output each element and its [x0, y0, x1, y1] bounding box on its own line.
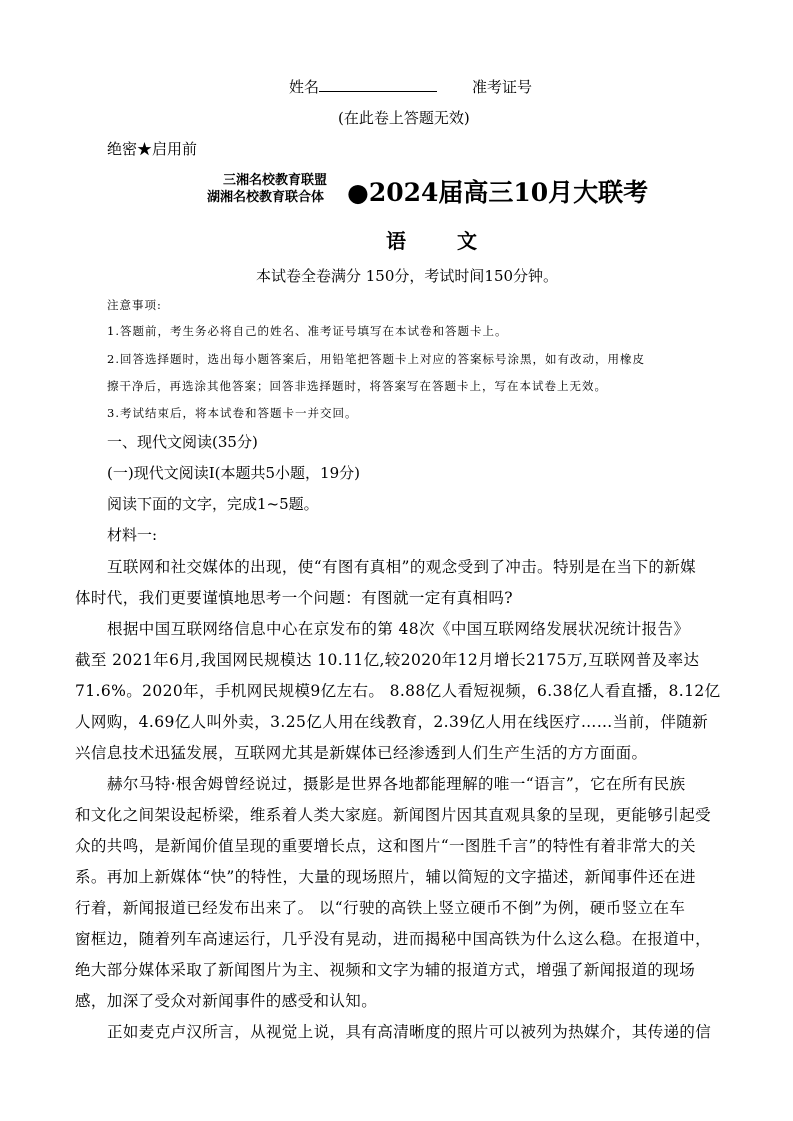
org-name-line1: 三湘名校教育联盟: [223, 173, 328, 188]
passage-line: 互联网和社交媒体的出现，使“有图有真相”的观念受到了冲击。特别是在当下的新媒: [107, 558, 697, 576]
passage-line: 窗框边，随着列车高速运行，几乎没有晃动，进而揭秘中国高铁为什么这么稳。在报道中，: [75, 930, 712, 948]
name-label: 姓名: [289, 78, 320, 96]
note-item-2-line-2: 擦干净后，再选涂其他答案；回答非选择题时，将答案写在答题卡上，写在本试卷上无效。: [107, 379, 607, 393]
exam-meta: 本试卷全卷满分 150分，考试时间150分钟。: [256, 267, 559, 285]
passage-line: 和文化之间架设起桥梁，维系着人类大家庭。新闻图片因其直观具象的呈现，更能够引起受: [75, 806, 712, 824]
name-blank-line: [319, 78, 437, 92]
passage-line: 感，加深了受众对新闻事件的感受和认知。: [75, 992, 378, 1010]
passage-line: 绝大部分媒体采取了新闻图片为主、视频和文字为辅的报道方式，增强了新闻报道的现场: [75, 961, 696, 979]
org-name-block: [207, 172, 327, 206]
exam-id-label: 准考证号: [472, 78, 533, 96]
reading-instruction: 阅读下面的文字，完成1~5题。: [107, 495, 319, 513]
passage-line: 众的共鸣，是新闻价值呈现的重要增长点，这和图片“一图胜千言”的特性有着非常大的关: [75, 837, 696, 855]
passage-line: 行着，新闻报道已经发布出来了。 以“行驶的高铁上竖立硬币不倒”为例，硬币竖立在车: [75, 899, 686, 917]
passage-line: 人网购，4.69亿人叫外卖，3.25亿人用在线教育，2.39亿人用在线医疗……当前，伴随新: [75, 713, 709, 731]
passage-line: 71.6%。2020年，手机网民规模9亿左右。 8.88亿人看短视频，6.38亿人看直播，8.12亿: [75, 682, 721, 700]
notes-heading: 注意事项:: [107, 298, 162, 312]
section-subtitle: (一)现代文阅读Ⅰ(本题共5小题，19分): [107, 464, 360, 482]
section-title: 一、现代文阅读(35分): [107, 433, 258, 451]
material-label: 材料一:: [107, 526, 158, 544]
org-name-line2: 湖湘名校教育联合体: [207, 190, 325, 205]
note-item-1: 1.答题前，考生务必将自己的姓名、准考证号填写在本试卷和答题卡上。: [107, 324, 508, 338]
passage-line: 正如麦克卢汉所言，从视觉上说，具有高清晰度的照片可以被列为热媒介，其传递的信: [107, 1023, 712, 1041]
secret-label: 绝密★启用前: [107, 140, 198, 158]
name-field-row: [289, 76, 437, 97]
subject-title: 语 文: [386, 229, 499, 253]
note-item-3: 3.考试结束后，将本试卷和答题卡一并交回。: [107, 406, 358, 420]
invalid-note: (在此卷上答题无效): [338, 109, 470, 127]
passage-line: 系。再加上新媒体“快”的特性，大量的现场照片，辅以简短的文字描述，新闻事件还在进: [75, 868, 696, 886]
passage-line: 截至 2021年6月,我国网民规模达 10.11亿,较2020年12月增长2175万,互联网普及率达: [75, 651, 700, 669]
passage-line: 体时代，我们更要谨慎地思考一个问题：有图就一定有真相吗?: [75, 589, 514, 607]
exam-title: ●2024届高三10月大联考: [347, 178, 649, 207]
passage-line: 兴信息技术迅猛发展，互联网尤其是新媒体已经渗透到人们生产生活的方方面面。: [75, 744, 648, 762]
passage-line: 赫尔马特·根舍姆曾经说过，摄影是世界各地都能理解的唯一“语言”，它在所有民族: [107, 775, 686, 793]
passage-line: 根据中国互联网络信息中心在京发布的第 48次《中国互联网络发展状况统计报告》: [107, 620, 690, 638]
note-item-2-line-1: 2.回答选择题时，选出每小题答案后，用铅笔把答题卡上对应的答案标号涂黑，如有改动，用橡皮: [107, 352, 645, 366]
